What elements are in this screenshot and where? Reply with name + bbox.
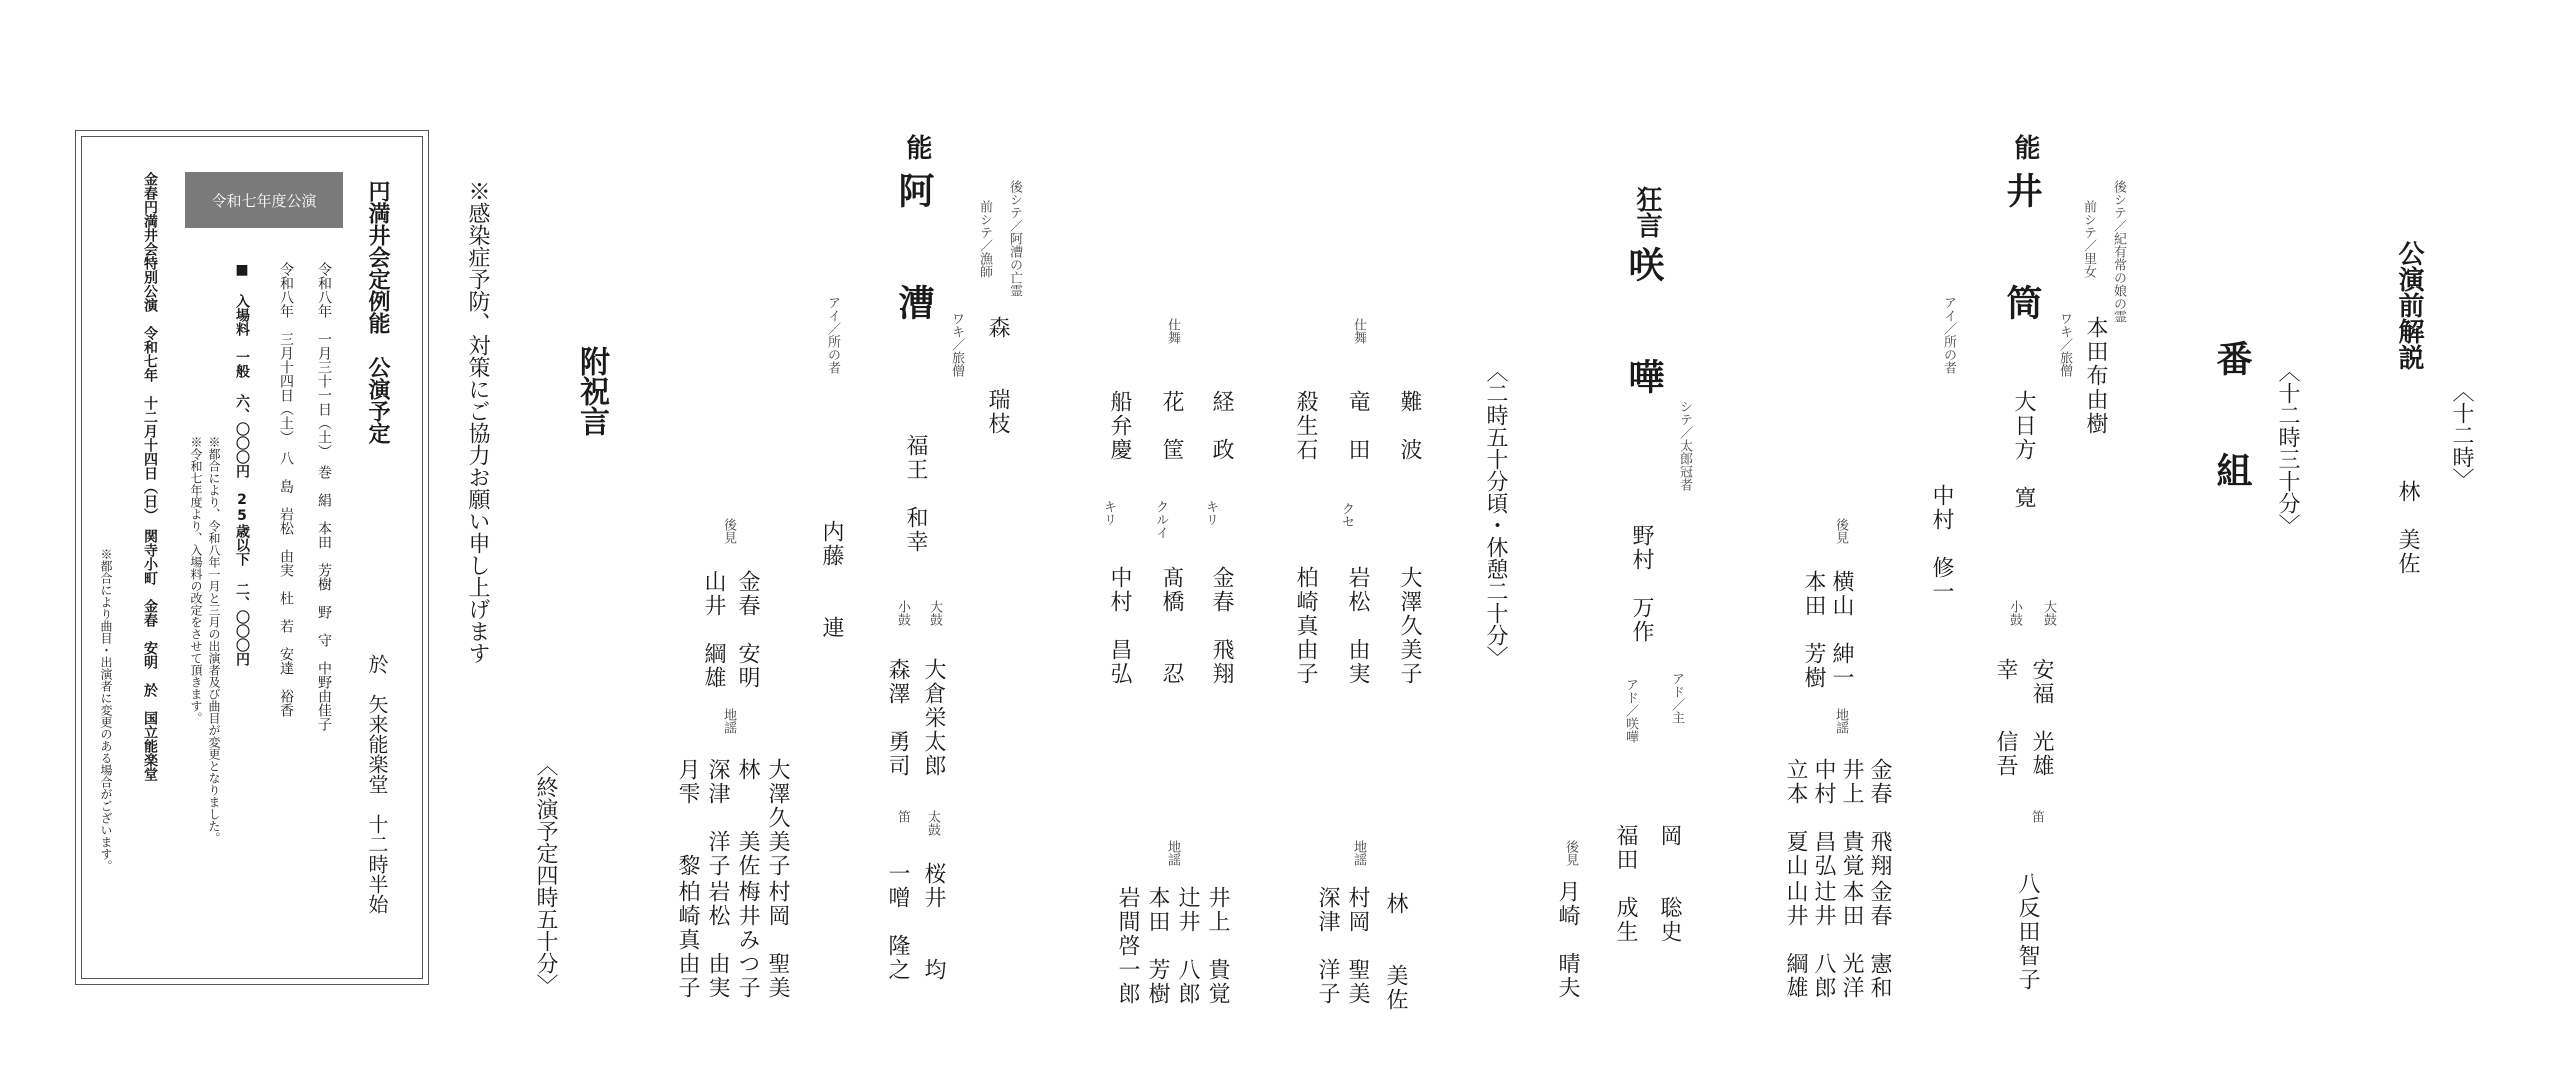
noh2-otsuzumi: 大倉栄太郎	[921, 658, 946, 778]
noh2-jiutai-r1: 大澤久美子	[765, 758, 790, 878]
shimai1-jiutai-l2: 深津 洋子	[1315, 886, 1340, 1006]
shimai-col2-sub: クセ	[1339, 502, 1354, 528]
noh1-jiutai-label: 地謡	[1833, 708, 1848, 734]
entrance-fee: ■ 入場料 一般 六、〇〇〇円 25歳以下 二、〇〇〇円	[234, 262, 250, 666]
noh1-kotsuzumi-label: 小鼓	[2007, 600, 2022, 626]
noh1-waki-label: ワキ／旅僧	[2057, 312, 2072, 377]
noh2-fue-label: 笛	[895, 810, 910, 823]
shimai2-jiutai-2: 辻井 八郎	[1175, 886, 1200, 1006]
noh1-jiutai-l4: 山井 綱雄	[1783, 880, 1808, 1000]
noh2-kotsuzumi: 森澤 勇司	[885, 658, 910, 778]
noh2-taiko-label: 太鼓	[925, 810, 940, 836]
kyogen-ado1: 岡 聡史	[1657, 824, 1682, 944]
year-badge: 令和七年度公演	[185, 172, 343, 228]
kyogen-koken: 月崎 晴夫	[1555, 880, 1580, 1000]
program-time: 〈十二時三十分〉	[2275, 360, 2300, 536]
shimai-col2-perf: 岩松 由実	[1345, 566, 1370, 686]
noh1-ai: 中村 修一	[1929, 484, 1954, 604]
noh1-jiutai-l1: 金春 憲和	[1867, 880, 1892, 1000]
prelude-speaker: 林 美佐	[2395, 480, 2420, 576]
shimai-col1-title: 難 波	[1397, 390, 1422, 462]
noh2-jiutai-r4: 月雫 黎	[675, 758, 700, 878]
noh1-jiutai-r4: 立本 夏山	[1783, 758, 1808, 878]
noh1-title: 井 筒	[2001, 172, 2043, 340]
noh1-kotsuzumi: 幸 信吾	[1993, 658, 2018, 778]
prelude-time: 〈十二時〉	[2449, 380, 2474, 490]
noh2-ai: 内藤 連	[819, 520, 844, 640]
noh2-koken2: 山井 綱雄	[701, 570, 726, 690]
shimai-col5-sub: クルイ	[1153, 500, 1168, 539]
noh1-genre: 能	[2010, 134, 2040, 160]
schedule-venue: 於 矢来能楽堂 十二時半始	[365, 654, 389, 914]
kyogen-ado1-label: アド／主	[1669, 672, 1684, 724]
noh2-ai-label: アイ／所の者	[825, 296, 840, 374]
noh2-jiutai-l4: 柏崎真由子	[675, 880, 700, 1000]
noh2-title: 阿 漕	[893, 172, 935, 340]
program-heading: 番 組	[2211, 340, 2253, 508]
noh1-ai-label: アイ／所の者	[1941, 296, 1956, 374]
noh1-otsuzumi-label: 大鼓	[2041, 600, 2056, 626]
noh2-jiutai-r3: 深津 洋子	[705, 758, 730, 878]
noh2-koken-label: 後見	[721, 518, 736, 544]
shimai-col6-sub: キリ	[1101, 500, 1116, 526]
shimai1-jiutai-r1: 林 美佐	[1383, 892, 1408, 1012]
special-performance: 金春円満井会特別公演 令和七年 十二月十四日（日） 関寺小町 金春 安明 於 国立能楽堂	[142, 172, 158, 781]
noh1-koken2: 本田 芳樹	[1801, 570, 1826, 690]
noh2-waki: 福王 和幸	[903, 434, 928, 554]
shimai2-label: 仕舞	[1165, 318, 1180, 344]
kyogen-shite-label: シテ／太郎冠者	[1677, 400, 1692, 491]
noh1-mae-label: 前シテ／里女	[2081, 200, 2096, 278]
schedule-row1: 令和八年 一月三十一日（土） 巻 絹 本田 芳樹 野 守 中野由佳子	[316, 262, 332, 731]
noh2-koken1: 金春 安明	[735, 570, 760, 690]
noh1-otsuzumi: 安福 光雄	[2029, 658, 2054, 778]
noh1-fue-label: 笛	[2029, 810, 2044, 823]
kyogen-ado2: 福田 成生	[1613, 824, 1638, 944]
shimai-col1-perf: 大澤久美子	[1397, 566, 1422, 686]
noh2-waki-label: ワキ／旅僧	[949, 312, 964, 377]
noh2-fue: 一噌 隆之	[885, 862, 910, 982]
fee-note-2: ※令和七年度より、入場料の改定をさせて頂きます。	[189, 436, 203, 724]
special-note: ※都合により曲目・出演者に変更のある場合がございます。	[99, 548, 113, 872]
shimai-col4-title: 経 政	[1209, 390, 1234, 462]
noh1-shite: 本田布由樹	[2083, 316, 2108, 436]
shimai-col5-title: 花 筐	[1159, 390, 1184, 462]
noh2-jiutai-label: 地謡	[721, 708, 736, 734]
noh1-nochi-label: 後シテ／紀有常の娘の霊	[2111, 180, 2126, 323]
shimai-col2-title: 竜 田	[1345, 390, 1370, 462]
noh2-jiutai-r2: 林 美佐	[735, 758, 760, 878]
noh2-otsuzumi-label: 大鼓	[927, 600, 942, 626]
noh1-fue: 八反田智子	[2015, 872, 2040, 992]
shimai-col6-perf: 中村 昌弘	[1107, 566, 1132, 686]
noh2-nochi-label: 後シテ／阿漕の亡霊	[1007, 180, 1022, 297]
kyogen-ado2-label: アド／咲嘩	[1623, 678, 1638, 743]
shimai-col4-perf: 金春 飛翔	[1209, 566, 1234, 686]
kyogen-genre: 狂言	[1632, 186, 1662, 238]
noh1-jiutai-r2: 井上 貴覚	[1839, 758, 1864, 878]
kyogen-title: 咲 嘩	[1623, 246, 1665, 414]
infection-notice: ※感染症予防、対策にご協力お願い申し上げます	[465, 180, 490, 664]
shimai-col4-sub: キリ	[1203, 500, 1218, 526]
shimai1-label: 仕舞	[1351, 318, 1366, 344]
shimai1-jiutai-l1: 村岡 聖美	[1345, 886, 1370, 1006]
noh2-mae-label: 前シテ／漁師	[977, 200, 992, 278]
noh2-genre: 能	[902, 134, 932, 160]
noh1-jiutai-l2: 本田 光洋	[1839, 880, 1864, 1000]
noh1-waki: 大日方 寛	[2011, 390, 2036, 510]
noh2-jiutai-l1: 村岡 聖美	[765, 880, 790, 1000]
kyogen-koken-label: 後見	[1563, 840, 1578, 866]
shimai-col5-perf: 髙橋 忍	[1159, 566, 1184, 686]
noh2-jiutai-l2: 梅井みつ子	[735, 880, 760, 1000]
noh2-kotsuzumi-label: 小鼓	[895, 600, 910, 626]
prelude-title: 公演前解説	[2394, 240, 2424, 370]
noh2-taiko: 桜井 均	[921, 862, 946, 982]
shimai2-jiutai-label: 地謡	[1165, 840, 1180, 866]
shimai-col3-title: 殺生石	[1293, 390, 1318, 462]
noh1-koken1: 横山 紳一	[1829, 570, 1854, 690]
noh1-koken-label: 後見	[1833, 518, 1848, 544]
end-time: 〈終演予定四時五十分〉	[533, 754, 558, 996]
shimai-col6-title: 船弁慶	[1107, 390, 1132, 462]
noh2-shite: 森 瑞枝	[985, 316, 1010, 436]
kyogen-shite: 野村 万作	[1629, 524, 1654, 644]
fushuugen-title: 附祝言	[574, 346, 609, 436]
shimai-col3-perf: 柏崎真由子	[1293, 566, 1318, 686]
noh1-jiutai-r3: 中村 昌弘	[1811, 758, 1836, 878]
schedule-row2: 令和八年 三月十四日（土） 八 島 岩松 由実 杜 若 安達 裕香	[278, 262, 294, 717]
shimai2-jiutai-4: 岩間啓一郎	[1115, 886, 1140, 1006]
shimai2-jiutai-1: 井上 貴覚	[1205, 886, 1230, 1006]
schedule-heading: 円満井会定例能 公演予定	[365, 180, 391, 444]
fee-note-1: ※都合により、令和八年一月と三月の出演者及び曲目が変更となりました。	[207, 436, 221, 844]
shimai1-jiutai-label: 地謡	[1351, 840, 1366, 866]
noh2-jiutai-l3: 岩松 由実	[705, 880, 730, 1000]
shimai2-jiutai-3: 本田 芳樹	[1145, 886, 1170, 1006]
kyogen-time: 〈二時五十分頃・休憩二十分〉	[1483, 360, 1508, 668]
noh1-jiutai-l3: 辻井 八郎	[1811, 880, 1836, 1000]
noh1-jiutai-r1: 金春 飛翔	[1867, 758, 1892, 878]
